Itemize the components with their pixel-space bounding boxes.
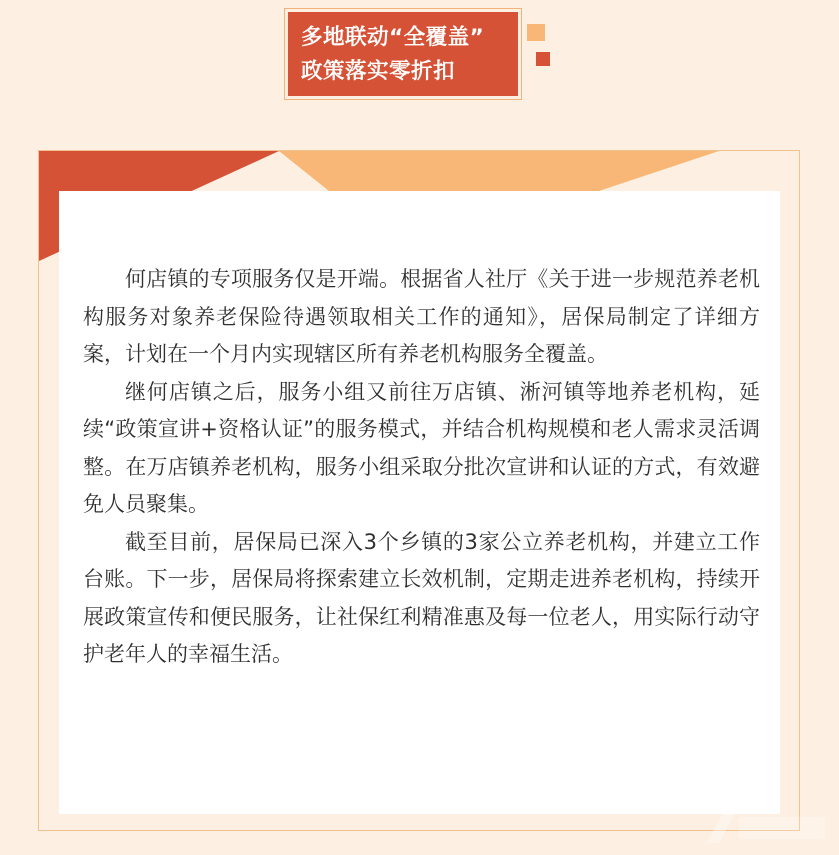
section-title-line1: 多地联动“全覆盖” (301, 25, 485, 50)
article-card (38, 150, 800, 831)
section-title-box (284, 8, 522, 100)
watermark-logo (701, 805, 831, 849)
decorative-square-red (536, 52, 550, 66)
section-title (288, 12, 518, 96)
watermark-mark (707, 813, 735, 843)
decorative-square-orange (527, 24, 545, 41)
article-paragraph-3: 截至目前，居保局已深入3个乡镇的3家公立养老机构，并建立工作台账。下一步，居保局将探索建立长效机制，定期走进养老机构，持续开展政策宣传和便民服务，让社保红利精准惠及每一位老人，用实际行动守护老年人的幸福生活。 (83, 529, 760, 666)
article-body (59, 191, 780, 814)
watermark-text-shape (739, 817, 825, 839)
article-paragraph-1: 何店镇的专项服务仅是开端。根据省人社厅《关于进一步规范养老机构服务对象养老保险待遇领取相关工作的通知》，居保局制定了详细方案，计划在一个月内实现辖区所有养老机构服务全覆盖。 (83, 267, 760, 366)
stripe-orange-band (279, 151, 719, 191)
article-paragraph-2: 继何店镇之后，服务小组又前往万店镇、淅河镇等地养老机构，延续“政策宣讲+资格认证”的服务模式，并结合机构规模和老人需求灵活调整。在万店镇养老机构，服务小组采取分批次宣讲和认证的方式，有效避免人员聚集。 (83, 379, 760, 516)
section-title-line2: 政策落实零折扣 (301, 59, 456, 84)
